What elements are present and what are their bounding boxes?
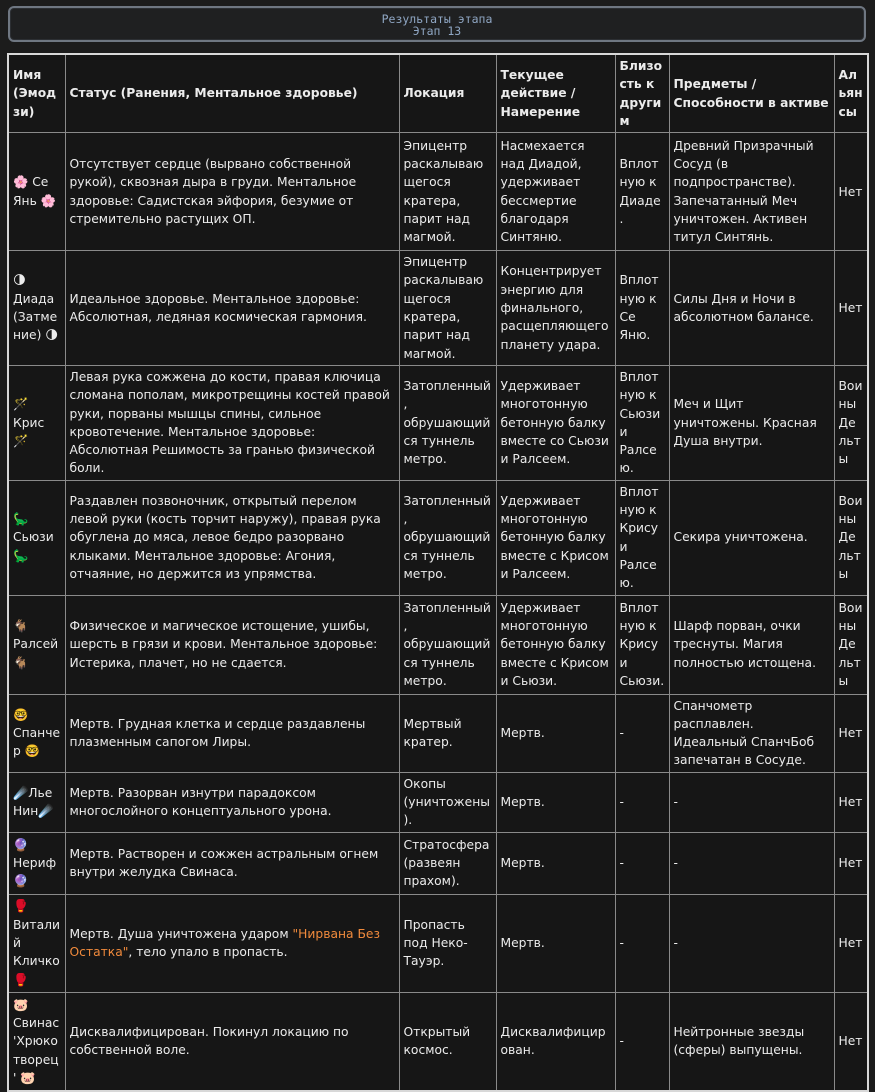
- cell-name: 🌸 Се Янь 🌸: [8, 133, 65, 251]
- cell-proximity: Вплотную к Крису и Ралсею.: [615, 480, 669, 595]
- cell-name: ☄️Лье Нин☄️: [8, 772, 65, 832]
- cell-action: Мертв.: [496, 894, 615, 992]
- cell-action: Дисквалифицирован.: [496, 992, 615, 1091]
- cell-status: Отсутствует сердце (вырвано собственной рукой), сквозная дыра в груди. Ментальное здоровье: Садистская эйфория, безумие от стремительно растущих ОП.: [65, 133, 399, 251]
- table-row: [8, 133, 868, 251]
- cell-alliance: Нет: [834, 992, 868, 1091]
- status-text: Мертв. Душа уничтожена ударом: [69, 926, 293, 941]
- cell-action: Насмехается над Диадой, удерживает бессмертие благодаря Синтяню.: [496, 133, 615, 251]
- cell-proximity: Вплотную к Диаде.: [615, 133, 669, 251]
- header-subtitle: Этап 13: [412, 24, 462, 38]
- cell-alliance: Нет: [834, 694, 868, 772]
- cell-proximity: -: [615, 832, 669, 894]
- cell-name: 🦕 Сьюзи 🦕: [8, 480, 65, 595]
- cell-items: -: [669, 772, 834, 832]
- cell-location: Эпицентр раскалывающегося кратера, парит над магмой.: [399, 133, 496, 251]
- status-text: , тело упало в пропасть.: [128, 945, 288, 960]
- table-row: [8, 992, 868, 1091]
- cell-items: -: [669, 894, 834, 992]
- cell-proximity: -: [615, 894, 669, 992]
- cell-status: Раздавлен позвоночник, открытый перелом левой руки (кость торчит наружу), правая рука обуглена до мяса, левое бедро разорвано клыками. Ментальное здоровье: Агония, отчаяние, но держится из упрямства.: [65, 480, 399, 595]
- stage-results-header: [8, 6, 866, 42]
- cell-action: Удерживает многотонную бетонную балку вместе со Сьюзи и Ралсеем.: [496, 365, 615, 480]
- cell-status: Мертв. Грудная клетка и сердце раздавлены плазменным сапогом Лиры.: [65, 694, 399, 772]
- cell-items: Секира уничтожена.: [669, 480, 834, 595]
- column-header-items: Предметы / Способности в активе: [669, 54, 834, 133]
- cell-location: Окопы (уничтожены).: [399, 772, 496, 832]
- cell-alliance: Нет: [834, 832, 868, 894]
- column-header-action: Текущее действие / Намерение: [496, 54, 615, 133]
- cell-action: Удерживает многотонную бетонную балку вместе с Крисом и Сьюзи.: [496, 595, 615, 694]
- cell-alliance: Воины Дельты: [834, 595, 868, 694]
- cell-proximity: Вплотную к Се Яню.: [615, 251, 669, 366]
- cell-status: Мертв. Растворен и сожжен астральным огнем внутри желудка Свинаса.: [65, 832, 399, 894]
- cell-status: Дисквалифицирован. Покинул локацию по собственной воле.: [65, 992, 399, 1091]
- cell-location: Пропасть под Неко-Тауэр.: [399, 894, 496, 992]
- cell-items: Силы Дня и Ночи в абсолютном балансе.: [669, 251, 834, 366]
- table-row: [8, 595, 868, 694]
- cell-location: Затопленный, обрушающийся туннель метро.: [399, 365, 496, 480]
- cell-location: Затопленный, обрушающийся туннель метро.: [399, 480, 496, 595]
- cell-action: Удерживает многотонную бетонную балку вместе с Крисом и Ралсеем.: [496, 480, 615, 595]
- cell-name: 🤓 Спанчер 🤓: [8, 694, 65, 772]
- cell-proximity: -: [615, 992, 669, 1091]
- cell-items: Шарф порван, очки треснуты. Магия полностью истощена.: [669, 595, 834, 694]
- cell-alliance: Нет: [834, 772, 868, 832]
- table-row: [8, 832, 868, 894]
- cell-name: 🪄 Крис 🪄: [8, 365, 65, 480]
- cell-status: Физическое и магическое истощение, ушибы, шерсть в грязи и крови. Ментальное здоровье: Истерика, плачет, но не сдается.: [65, 595, 399, 694]
- cell-name: 🐷 Свинас 'Хрюкотворец' 🐷: [8, 992, 65, 1091]
- cell-proximity: -: [615, 772, 669, 832]
- cell-items: Древний Призрачный Сосуд (в подпространстве). Запечатанный Меч уничтожен. Активен титул Синтянь.: [669, 133, 834, 251]
- cell-status: Левая рука сожжена до кости, правая ключица сломана пополам, микротрещины костей правой руки, порваны мышцы спины, сильное кровотечение. Ментальное здоровье: Абсолютная Решимость за гранью физической боли.: [65, 365, 399, 480]
- cell-name: 🔮 Нериф 🔮: [8, 832, 65, 894]
- highlighted-attack-name: "Нирвана Без Остатка": [69, 926, 381, 960]
- cell-location: Стратосфера (развеян прахом).: [399, 832, 496, 894]
- table-row: [8, 772, 868, 832]
- cell-location: Затопленный, обрушающийся туннель метро.: [399, 595, 496, 694]
- cell-status: Мертв. Разорван изнутри парадоксом многослойного концептуального урона.: [65, 772, 399, 832]
- table-row: [8, 894, 868, 992]
- cell-alliance: Нет: [834, 133, 868, 251]
- cell-alliance: Воины Дельты: [834, 365, 868, 480]
- column-header-location: Локация: [399, 54, 496, 133]
- cell-items: Меч и Щит уничтожены. Красная Душа внутри.: [669, 365, 834, 480]
- cell-name: 🐐 Ралсей 🐐: [8, 595, 65, 694]
- cell-action: Мертв.: [496, 694, 615, 772]
- table-row: [8, 251, 868, 366]
- cell-items: -: [669, 832, 834, 894]
- cell-status: [65, 894, 399, 992]
- cell-name: 🌗 Диада (Затмение) 🌗: [8, 251, 65, 366]
- column-header-proximity: Близость к другим: [615, 54, 669, 133]
- cell-name: 🥊 Виталий Кличко 🥊: [8, 894, 65, 992]
- cell-action: Концентрирует энергию для финального, расщепляющего планету удара.: [496, 251, 615, 366]
- cell-status: Идеальное здоровье. Ментальное здоровье: Абсолютная, ледяная космическая гармония.: [65, 251, 399, 366]
- cell-proximity: -: [615, 694, 669, 772]
- cell-proximity: Вплотную к Сьюзи и Ралсею.: [615, 365, 669, 480]
- table-row: [8, 480, 868, 595]
- table-row: [8, 694, 868, 772]
- column-header-alliance: Альянсы: [834, 54, 868, 133]
- cell-location: Эпицентр раскалывающегося кратера, парит над магмой.: [399, 251, 496, 366]
- table-row: [8, 365, 868, 480]
- cell-items: Нейтронные звезды (сферы) выпущены.: [669, 992, 834, 1091]
- cell-proximity: Вплотную к Крису и Сьюзи.: [615, 595, 669, 694]
- cell-alliance: Воины Дельты: [834, 480, 868, 595]
- header-title: Результаты этапа: [381, 12, 493, 26]
- cell-alliance: Нет: [834, 251, 868, 366]
- cell-items: Спанчометр расплавлен. Идеальный СпанчБоб запечатан в Сосуде.: [669, 694, 834, 772]
- column-header-status: Статус (Ранения, Ментальное здоровье): [65, 54, 399, 133]
- cell-location: Мертвый кратер.: [399, 694, 496, 772]
- cell-action: Мертв.: [496, 772, 615, 832]
- cell-action: Мертв.: [496, 832, 615, 894]
- table-header-row: [8, 54, 868, 133]
- column-header-name: Имя (Эмодзи): [8, 54, 65, 133]
- results-table: [7, 53, 869, 1092]
- cell-alliance: Нет: [834, 894, 868, 992]
- cell-location: Открытый космос.: [399, 992, 496, 1091]
